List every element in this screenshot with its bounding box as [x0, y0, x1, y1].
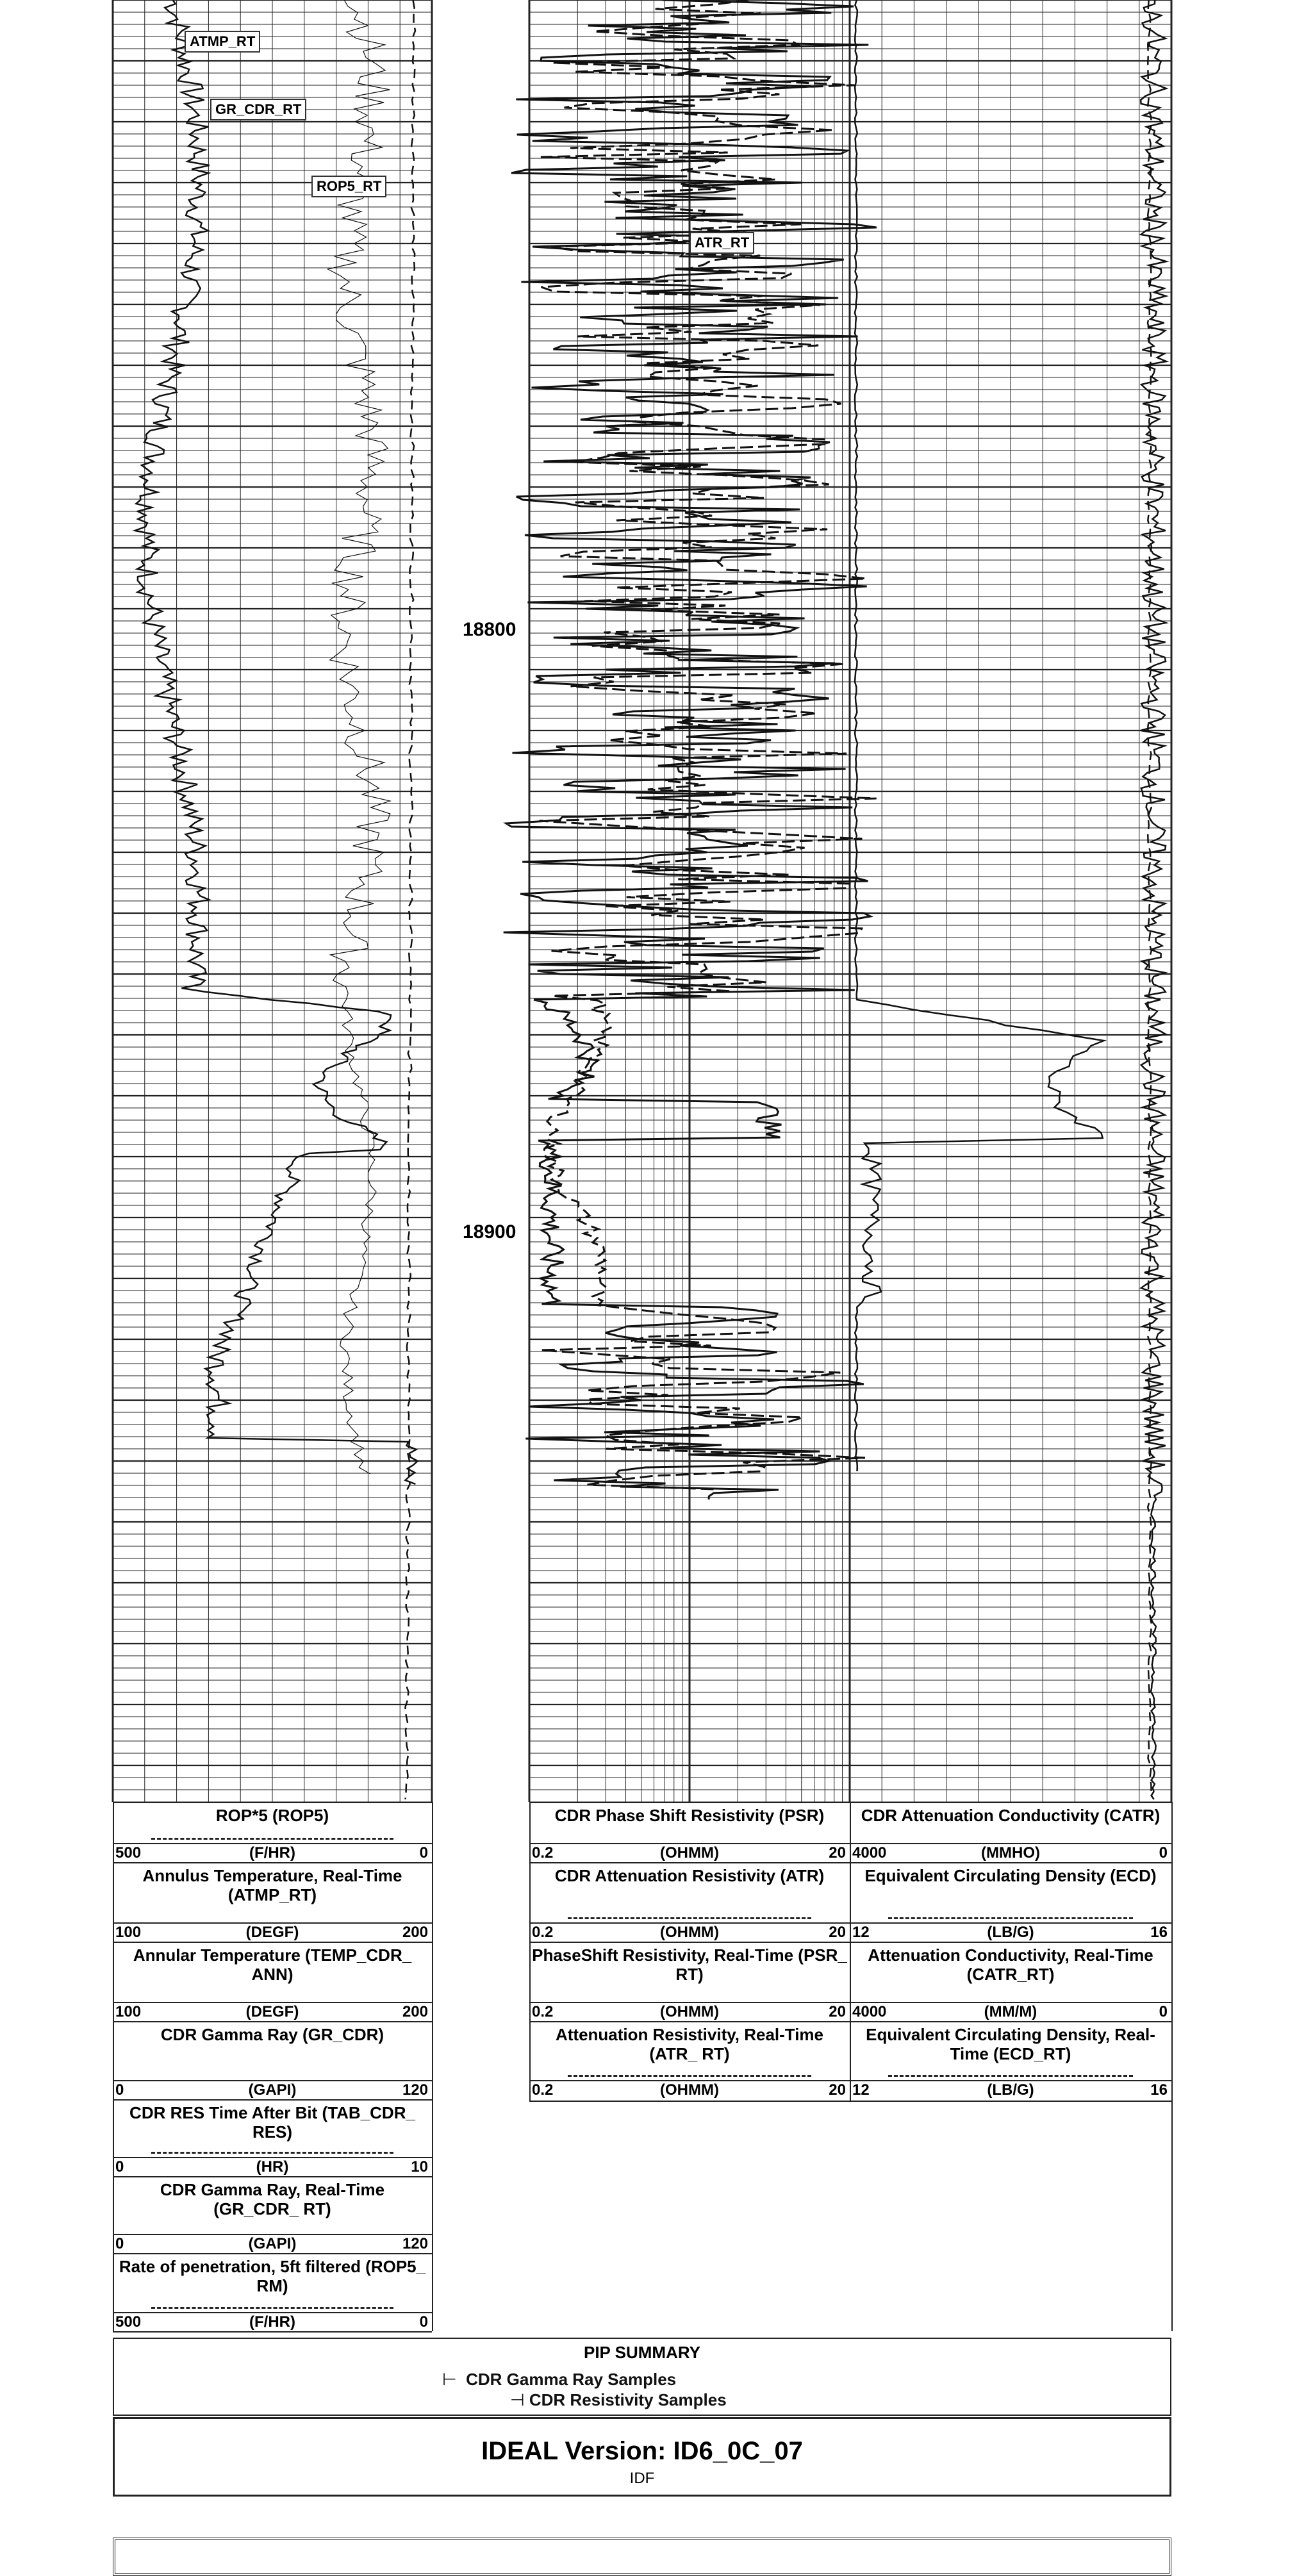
header-scale — [113, 1843, 432, 1863]
header-scale — [113, 2002, 432, 2022]
scale-min: 0.2 — [532, 2003, 554, 2020]
header-title: Annular Temperature (TEMP_CDR_ ANN) — [133, 1945, 412, 1984]
scale-min: 100 — [115, 2003, 142, 2020]
scale-unit: (MM/M) — [984, 2003, 1037, 2020]
header-title: CDR Phase Shift Resistivity (PSR) — [554, 1806, 825, 1825]
header-cell-right_header-1 — [850, 1862, 1171, 1942]
header-cell-mid_header-2 — [529, 1942, 850, 2021]
curve-style-dashed — [151, 1838, 393, 1840]
scale-unit: (OHMM) — [660, 1844, 719, 1862]
header-scale — [850, 2002, 1171, 2022]
pip-res-label: CDR Resistivity Samples — [529, 2390, 727, 2409]
header-cell-right_header-0 — [850, 1802, 1171, 1862]
depth-label-18900: 18900 — [463, 1221, 516, 1243]
header-cell-left_header-3 — [113, 2021, 432, 2099]
scale-unit: (DEGF) — [245, 2003, 299, 2020]
curve-style-dashed — [888, 2075, 1133, 2077]
header-title: PhaseShift Resistivity, Real-Time (PSR_ RT) — [532, 1945, 847, 1984]
scale-min: 0.2 — [532, 2081, 554, 2099]
curve-style-dashed — [888, 1917, 1133, 1919]
header-title: CDR Gamma Ray, Real-Time (GR_CDR_ RT) — [160, 2180, 385, 2218]
rop-curve — [328, 0, 390, 1474]
header-cell-left_header-4 — [113, 2099, 432, 2176]
header-cell-right_header-2 — [850, 1942, 1171, 2021]
header-title: CDR Attenuation Conductivity (CATR) — [861, 1806, 1161, 1825]
pip-summary-title: PIP SUMMARY — [583, 2343, 701, 2362]
scale-min: 0.2 — [532, 1924, 554, 1941]
scale-max: 120 — [402, 2081, 428, 2099]
curve-tag-gr: GR_CDR_RT — [210, 99, 306, 120]
tick-icon: ⊢ — [442, 2370, 467, 2389]
header-scale — [113, 1922, 432, 1943]
scale-unit: (OHMM) — [660, 1924, 719, 1941]
header-divider — [1171, 1802, 1173, 2331]
depth-label-18800: 18800 — [463, 619, 516, 640]
header-title: Equivalent Circulating Density (ECD) — [864, 1866, 1157, 1885]
version-sub: IDF — [629, 2470, 655, 2487]
scale-max: 0 — [419, 2313, 428, 2331]
annulus-temp-curve — [405, 0, 415, 1799]
header-title: CDR RES Time After Bit (TAB_CDR_ RES) — [129, 2103, 415, 2142]
header-divider — [113, 1802, 114, 2331]
next-section-frame — [113, 2538, 1171, 2576]
curve-tag-rop: ROP5_RT — [311, 176, 386, 197]
header-cell-left_header-0 — [113, 1802, 432, 1862]
header-title: Attenuation Resistivity, Real-Time (ATR_ RT) — [555, 2025, 824, 2063]
header-title: Annulus Temperature, Real-Time (ATMP_RT) — [142, 1866, 402, 1904]
scale-unit: (OHMM) — [660, 2081, 719, 2099]
header-scale — [850, 1843, 1171, 1863]
version-title: IDEAL Version: ID6_0C_07 — [481, 2437, 803, 2465]
header-scale — [113, 2080, 432, 2101]
header-title: CDR Attenuation Resistivity (ATR) — [554, 1866, 825, 1885]
header-scale — [113, 2312, 432, 2332]
header-title: Rate of penetration, 5ft filtered (ROP5_ RM) — [119, 2257, 426, 2295]
scale-unit: (MMHO) — [981, 1844, 1040, 1862]
scale-max: 16 — [1150, 2081, 1168, 2099]
scale-min: 4000 — [852, 1844, 887, 1862]
header-cell-mid_header-1 — [529, 1862, 850, 1942]
header-scale — [850, 1922, 1171, 1943]
scale-max: 20 — [829, 1924, 846, 1941]
scale-max: 120 — [402, 2235, 428, 2252]
header-cell-mid_header-3 — [529, 2021, 850, 2099]
conductivity-curve — [855, 0, 1104, 1471]
scale-max: 200 — [402, 2003, 428, 2020]
version-box — [113, 2417, 1171, 2497]
curve-style-dashed — [568, 1917, 811, 1919]
scale-unit: (DEGF) — [245, 1924, 299, 1941]
header-title: Equivalent Circulating Density, Real-Time (ECD_RT) — [866, 2025, 1155, 2063]
curve-style-dashed — [151, 2152, 393, 2154]
header-scale — [529, 1843, 850, 1863]
header-title: Attenuation Conductivity, Real-Time (CATR_RT) — [868, 1945, 1153, 1984]
scale-max: 200 — [402, 1924, 428, 1941]
scale-unit: (F/HR) — [249, 1844, 295, 1862]
scale-max: 0 — [1159, 1844, 1168, 1862]
scale-min: 0 — [115, 2158, 124, 2176]
scale-unit: (LB/G) — [987, 1924, 1034, 1941]
scale-unit: (F/HR) — [249, 2313, 295, 2331]
header-cell-left_header-1 — [113, 1862, 432, 1942]
scale-min: 12 — [852, 1924, 870, 1941]
scale-unit: (HR) — [256, 2158, 289, 2176]
header-divider — [850, 1802, 851, 2101]
pip-res-samples — [510, 2391, 727, 2408]
curve-tag-atr: ATR_RT — [690, 232, 754, 254]
curve-tag-atmp: ATMP_RT — [185, 31, 260, 53]
scale-unit: (GAPI) — [248, 2081, 297, 2099]
gamma-ray-curve — [135, 0, 418, 1484]
tick-icon: ⊣ — [510, 2390, 529, 2409]
header-title: CDR Gamma Ray (GR_CDR) — [160, 2025, 384, 2044]
header-cell-left_header-2 — [113, 1942, 432, 2021]
header-scale — [113, 2157, 432, 2177]
header-divider — [529, 1802, 531, 2101]
scale-min: 0.2 — [532, 1844, 554, 1862]
header-scale — [529, 2002, 850, 2022]
header-scale — [113, 2234, 432, 2254]
scale-min: 100 — [115, 1924, 142, 1941]
scale-min: 4000 — [852, 2003, 887, 2020]
scale-min: 500 — [115, 1844, 142, 1862]
header-scale — [529, 1922, 850, 1943]
scale-max: 0 — [1159, 2003, 1168, 2020]
scale-max: 20 — [829, 2081, 846, 2099]
scale-min: 0 — [115, 2081, 124, 2099]
header-scale — [850, 2080, 1171, 2101]
header-divider — [432, 1802, 433, 2331]
pip-gr-samples — [442, 2371, 676, 2388]
scale-min: 12 — [852, 2081, 870, 2099]
scale-unit: (OHMM) — [660, 2003, 719, 2020]
scale-max: 20 — [829, 2003, 846, 2020]
ecd-curve — [1141, 0, 1166, 1799]
scale-unit: (LB/G) — [987, 2081, 1034, 2099]
pip-summary — [113, 2338, 1171, 2416]
scale-max: 10 — [411, 2158, 428, 2176]
scale-max: 16 — [1150, 1924, 1168, 1941]
scale-min: 500 — [115, 2313, 142, 2331]
header-title: ROP*5 (ROP5) — [215, 1806, 329, 1825]
curve-style-dashed — [568, 2075, 811, 2077]
header-cell-left_header-6 — [113, 2253, 432, 2331]
scale-min: 0 — [115, 2235, 124, 2252]
curve-style-dashed — [151, 2307, 393, 2309]
header-cell-left_header-5 — [113, 2176, 432, 2253]
header-cell-right_header-3 — [850, 2021, 1171, 2099]
header-cell-mid_header-0 — [529, 1802, 850, 1862]
header-bottom-rule — [529, 2101, 1171, 2102]
pip-gr-label: CDR Gamma Ray Samples — [466, 2370, 677, 2389]
scale-max: 20 — [829, 1844, 846, 1862]
header-bottom-rule — [113, 2331, 432, 2332]
scale-unit: (GAPI) — [248, 2235, 297, 2252]
header-scale — [529, 2080, 850, 2101]
scale-max: 0 — [419, 1844, 428, 1862]
